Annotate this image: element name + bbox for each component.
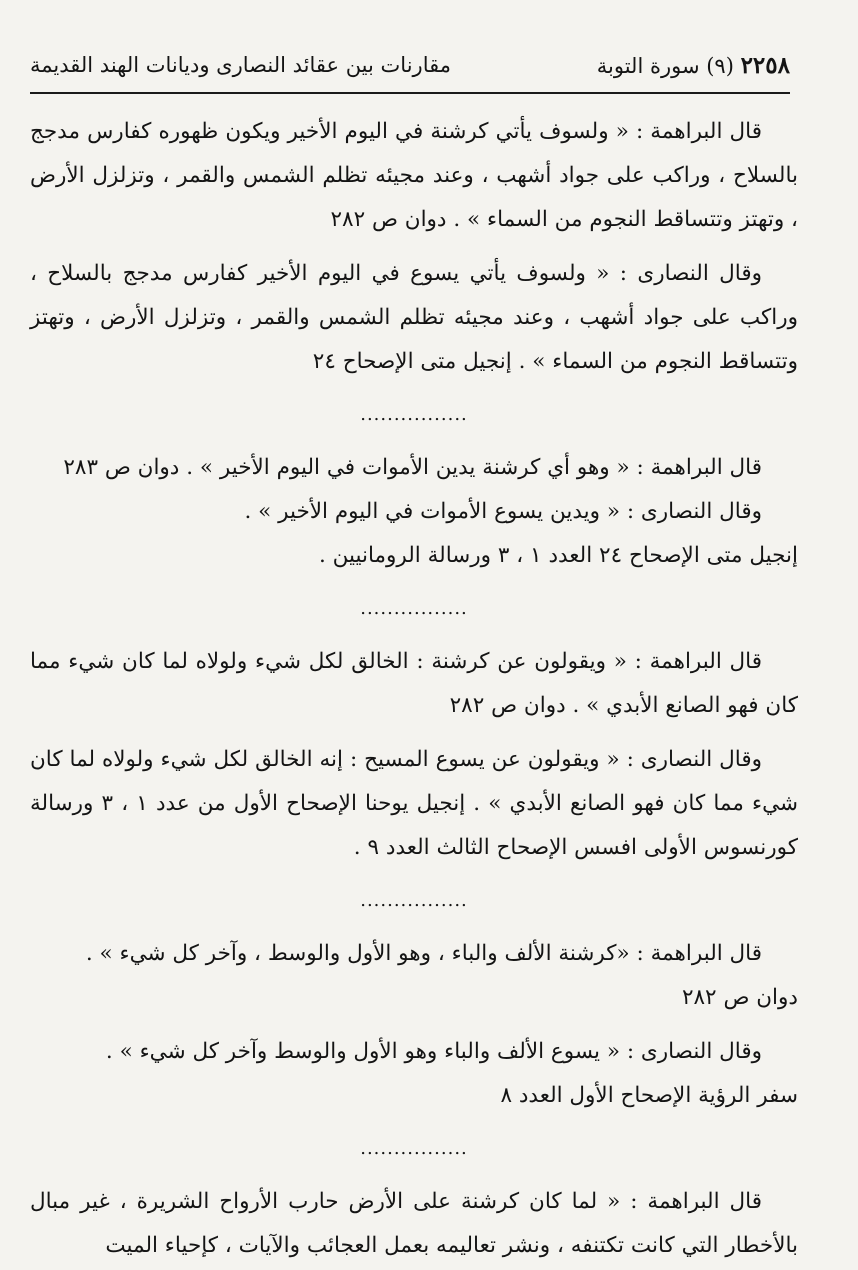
page-number: ٢٢٥٨ [740, 51, 790, 79]
passage-block [30, 110, 798, 384]
brahmin-quote: قال البراهمة : « وهو أي كرشنة يدين الأموات في اليوم الأخير » . دوان ص ٢٨٣ [63, 455, 762, 480]
reference-line: دوان ص ٢٨٢ [681, 985, 798, 1010]
passage-block [30, 446, 798, 578]
page-header [30, 44, 790, 86]
passage-block [30, 932, 798, 1118]
christian-quote: وقال النصارى : « ولسوف يأتي يسوع في اليوم الأخير كفارس مدجج بالسلاح ، وراكب على جواد أشهب ، وعند مجيئه تظلم الشمس والقمر ، وتزلزل الأرض ، وتهتز وتتساقط النجوم من السماء » . إنجيل متى الإصحاح ٢٤ [30, 261, 798, 374]
reference-line: إنجيل متى الإصحاح ٢٤ العدد ١ ، ٣ ورسالة الرومانيين . [318, 543, 798, 568]
brahmin-quote: قال البراهمة : « ولسوف يأتي كرشنة في اليوم الأخير ويكون ظهوره كفارس مدجج بالسلاح ، وراكب على جواد أشهب ، وعند مجيئه تظلم الشمس والقمر ، وتزلزل الأرض ، وتهتز وتتساقط النجوم من السماء » . دوان ص ٢٨٢ [30, 119, 798, 232]
running-title: مقارنات بين عقائد النصارى وديانات الهند القديمة [30, 52, 451, 77]
section-separator: ................ [360, 598, 468, 619]
page-body [30, 110, 798, 1268]
passage-block [30, 640, 798, 870]
christian-quote: وقال النصارى : « ويقولون عن يسوع المسيح : إنه الخالق لكل شيء ولولاه لما كان شيء مما كان فهو الصانع الأبدي » . إنجيل يوحنا الإصحاح الأول من عدد ١ ، ٣ ورسالة كورنسوس الأولى افسس الإصحاح الثالث العدد ٩ . [30, 747, 798, 860]
header-rule [30, 92, 790, 94]
reference-line: سفر الرؤية الإصحاح الأول العدد ٨ [500, 1083, 798, 1108]
brahmin-quote: قال البراهمة : « لما كان كرشنة على الأرض حارب الأرواح الشريرة ، غير مبال بالأخطار التي كانت تكتنفه ، ونشر تعاليمه بعمل العجائب والآيات ، كإحياء الميت [30, 1189, 798, 1258]
brahmin-quote: قال البراهمة : « ويقولون عن كرشنة : الخالق لكل شيء ولولاه لما كان شيء مما كان فهو الصانع الأبدي » . دوان ص ٢٨٢ [30, 649, 798, 718]
page-number-and-chapter [596, 51, 790, 79]
christian-quote: وقال النصارى : « ويدين يسوع الأموات في اليوم الأخير » . [244, 499, 762, 524]
brahmin-quote: قال البراهمة : «كرشنة الألف والباء ، وهو الأول والوسط ، وآخر كل شيء » . [85, 941, 762, 966]
christian-quote: وقال النصارى : « يسوع الألف والباء وهو الأول والوسط وآخر كل شيء » . [105, 1039, 762, 1064]
section-separator: ................ [360, 404, 468, 425]
section-separator: ................ [360, 1138, 468, 1159]
passage-block [30, 1180, 798, 1268]
section-separator: ................ [360, 890, 468, 911]
chapter-label: (٩) سورة التوبة [596, 53, 734, 78]
